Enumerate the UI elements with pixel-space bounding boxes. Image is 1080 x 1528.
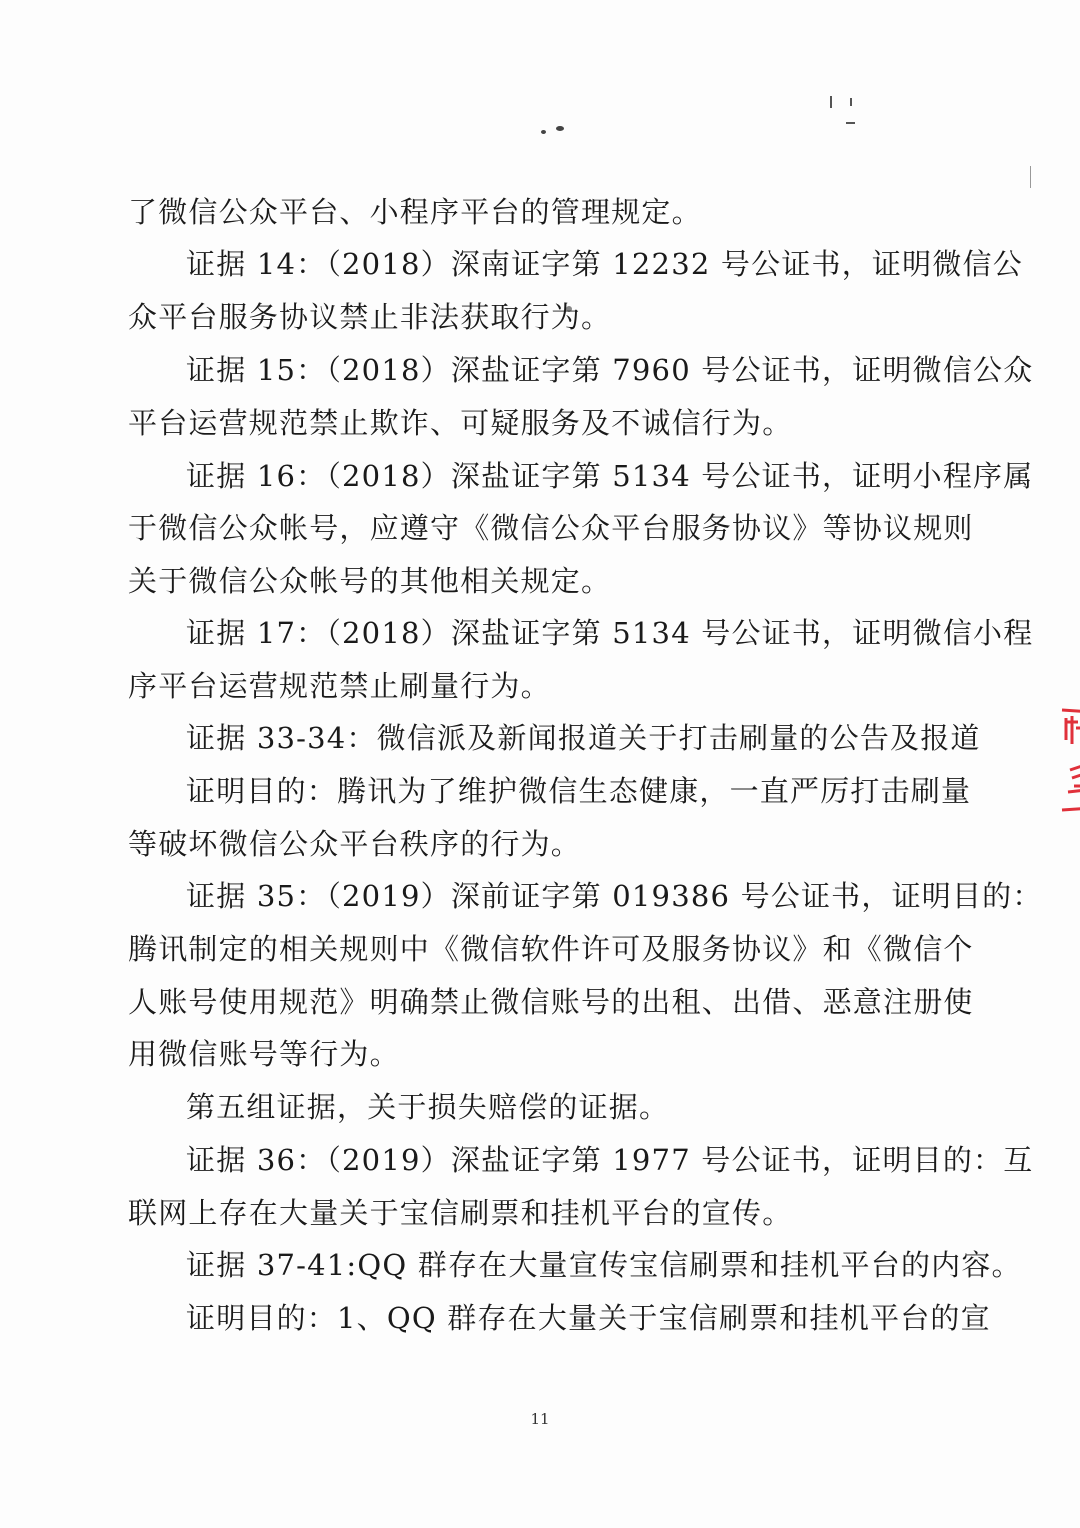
scan-mark xyxy=(850,98,852,106)
text-line: 证据 35：（2019）深前证字第 019386 号公证书，证明目的： xyxy=(186,879,1043,913)
text-line: 等破坏微信公众平台秩序的行为。 xyxy=(128,827,582,861)
text-line: 用微信账号等行为。 xyxy=(128,1037,400,1071)
text-line: 证据 36：（2019）深盐证字第 1977 号公证书，证明目的：互 xyxy=(186,1143,1034,1177)
text-line: 证据 14：（2018）深南证字第 12232 号公证书，证明微信公 xyxy=(186,247,1023,281)
scan-mark xyxy=(1030,166,1031,188)
scan-speck xyxy=(556,126,564,131)
text-line: 关于微信公众帐号的其他相关规定。 xyxy=(128,564,612,598)
text-line: 证据 16：（2018）深盐证字第 5134 号公证书，证明小程序属 xyxy=(186,459,1034,493)
text-line: 序平台运营规范禁止刷量行为。 xyxy=(128,669,551,703)
text-line: 联网上存在大量关于宝信刷票和挂机平台的宣传。 xyxy=(128,1196,793,1230)
official-seal-fragment xyxy=(1052,700,1080,820)
section-heading: 第五组证据，关于损失赔偿的证据。 xyxy=(186,1090,670,1124)
text-line: 平台运营规范禁止欺诈、可疑服务及不诚信行为。 xyxy=(128,406,793,440)
text-line: 腾讯制定的相关规则中《微信软件许可及服务协议》和《微信个 xyxy=(128,932,974,966)
text-line: 证据 17：（2018）深盐证字第 5134 号公证书，证明微信小程 xyxy=(186,616,1034,650)
page-number: 11 xyxy=(530,1410,550,1428)
scan-mark xyxy=(846,122,855,124)
text-line: 证据 15：（2018）深盐证字第 7960 号公证书，证明微信公众 xyxy=(186,353,1034,387)
text-line: 证据 37-41:QQ 群存在大量宣传宝信刷票和挂机平台的内容。 xyxy=(186,1248,1022,1282)
text-line: 证明目的：腾讯为了维护微信生态健康，一直严厉打击刷量 xyxy=(186,774,972,808)
scan-speck xyxy=(541,130,546,134)
text-line: 了微信公众平台、小程序平台的管理规定。 xyxy=(128,195,702,229)
scan-mark xyxy=(830,96,832,108)
text-line: 证明目的：1、QQ 群存在大量关于宝信刷票和挂机平台的宣 xyxy=(186,1301,991,1335)
text-line: 人账号使用规范》明确禁止微信账号的出租、出借、恶意注册使 xyxy=(128,985,974,1019)
text-line: 众平台服务协议禁止非法获取行为。 xyxy=(128,300,612,334)
text-line: 于微信公众帐号，应遵守《微信公众平台服务协议》等协议规则 xyxy=(128,511,974,545)
text-line: 证据 33-34：微信派及新闻报道关于打击刷量的公告及报道 xyxy=(186,721,981,755)
